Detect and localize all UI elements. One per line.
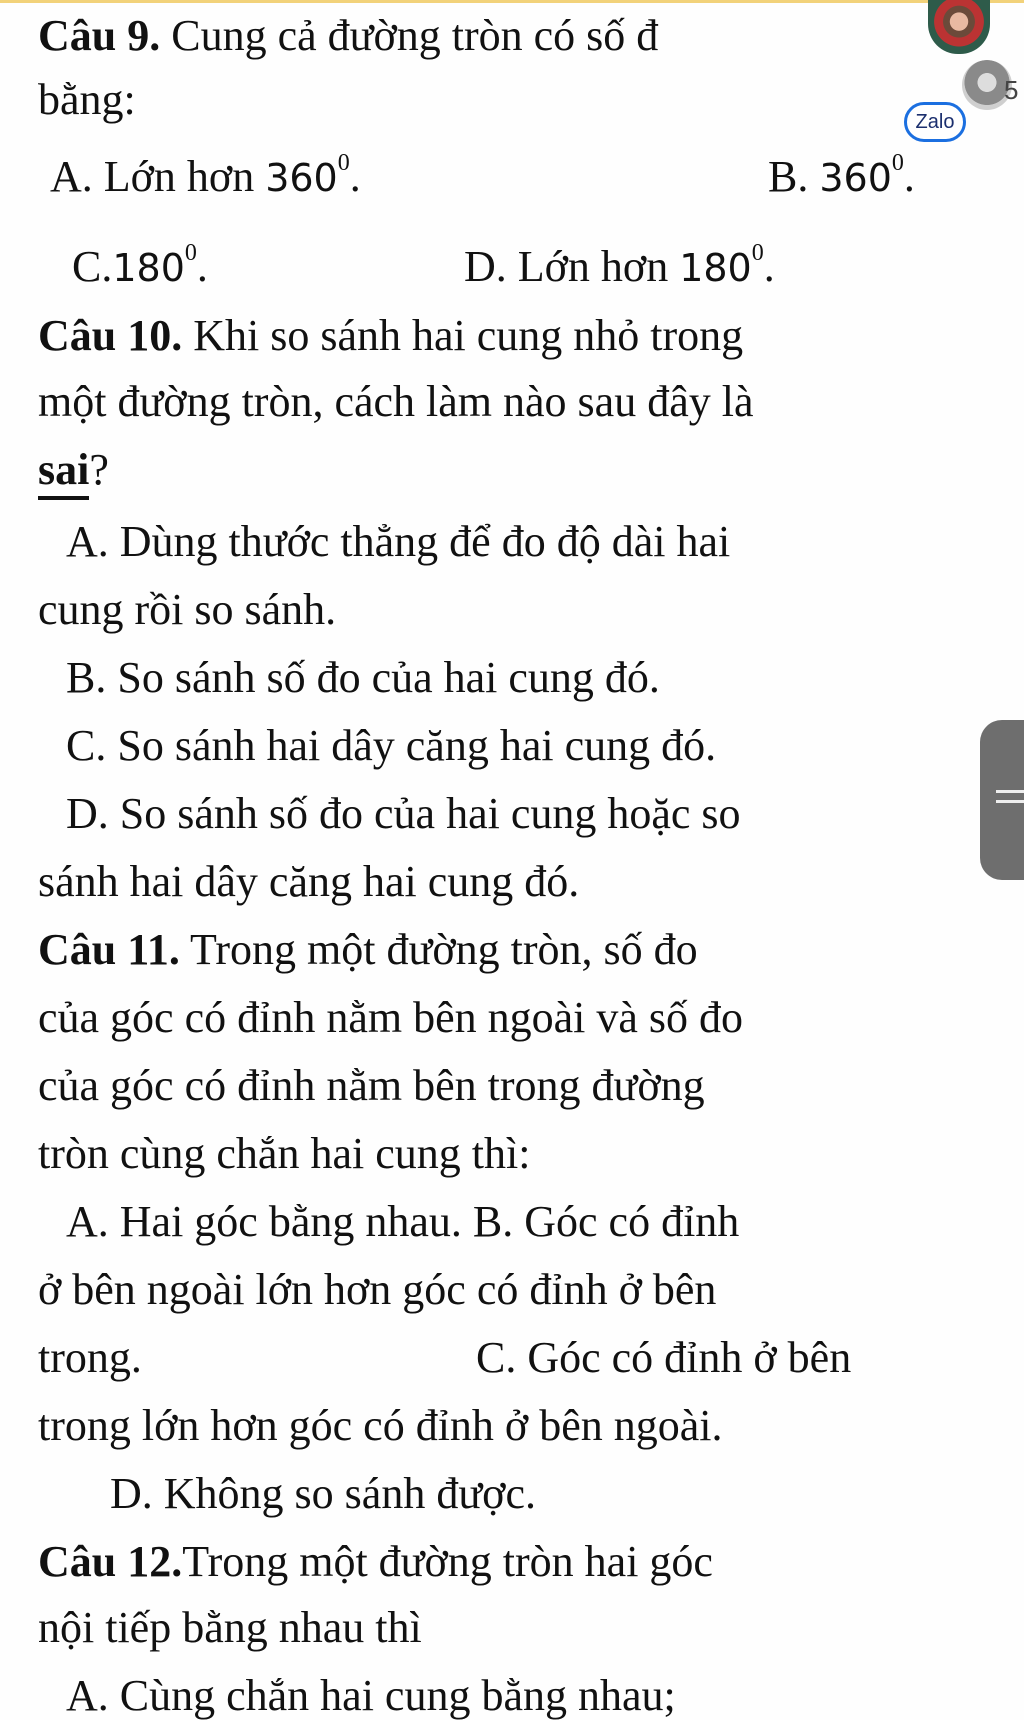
q10-line-3: sai? (38, 448, 109, 492)
q12-title: Câu 12. (38, 1537, 183, 1586)
q11-title: Câu 11. (38, 925, 180, 974)
q10-option-a-1: A. Dùng thước thẳng để đo độ dài hai (66, 517, 731, 566)
q10-option-c: C. So sánh hai dây căng hai cung đó. (66, 721, 717, 770)
q9-text-1: Cung cả đường tròn có số đ (171, 11, 659, 60)
q12-line-1: Câu 12.Trong một đường tròn hai góc (38, 1537, 713, 1586)
q11-line-1: Câu 11. Trong một đường tròn, số đo (38, 925, 698, 974)
q11-option-c-2: trong lớn hơn góc có đỉnh ở bên ngoài. (38, 1401, 723, 1450)
q10-option-d-2: sánh hai dây căng hai cung đó. (38, 857, 580, 906)
q10-title: Câu 10. (38, 311, 183, 360)
q11-option-d: D. Không so sánh được. (110, 1469, 536, 1518)
q9-option-d: D. Lớn hơn $180^0$. (464, 240, 775, 291)
q12-line-2: nội tiếp bằng nhau thì (38, 1603, 422, 1652)
q10-option-a-2: cung rồi so sánh. (38, 585, 337, 634)
handle-grip-line-1 (996, 790, 1024, 793)
zalo-bubble-button[interactable] (904, 102, 966, 142)
q10-option-b: B. So sánh số đo của hai cung đó. (66, 653, 660, 702)
q10-line-2: một đường tròn, cách làm nào sau đây là (38, 377, 754, 426)
q9-title: Câu 9. (38, 11, 161, 60)
q9-line-1 (38, 11, 659, 60)
q11-option-b-3: trong. (38, 1333, 142, 1382)
q12-option-a: A. Cùng chắn hai cung bằng nhau; (66, 1671, 676, 1720)
q9-option-a: A. Lớn hơn $360^0$. (50, 150, 361, 201)
q11-option-c-1: C. Góc có đỉnh ở bên (476, 1333, 852, 1382)
q9-option-c: C.180$^0$. (72, 240, 208, 291)
q11-line-4: tròn cùng chắn hai cung thì: (38, 1129, 531, 1178)
q11-line-3: của góc có đỉnh nằm bên trong đường (38, 1061, 705, 1110)
q9-line-2: bằng: (38, 75, 136, 124)
q10-emphasis-wrong: sai (38, 445, 89, 500)
q10-line-1: Câu 10. Khi so sánh hai cung nhỏ trong (38, 311, 744, 360)
zalo-label: Zalo (915, 110, 955, 133)
q11-option-a-b: A. Hai góc bằng nhau. B. Góc có đỉnh (66, 1197, 740, 1246)
q9-option-b: B. $360^0$. (768, 150, 915, 201)
notification-badge: 5 (1004, 75, 1019, 105)
q10-option-d-1: D. So sánh số đo của hai cung hoặc so (66, 789, 741, 838)
chat-avatar-icon[interactable] (928, 0, 990, 54)
side-drag-handle[interactable] (980, 720, 1024, 880)
handle-grip-line-2 (996, 800, 1024, 803)
q11-option-b-2: ở bên ngoài lớn hơn góc có đỉnh ở bên (38, 1265, 717, 1314)
top-border (0, 0, 1024, 3)
q11-line-2: của góc có đỉnh nằm bên ngoài và số đo (38, 993, 744, 1042)
